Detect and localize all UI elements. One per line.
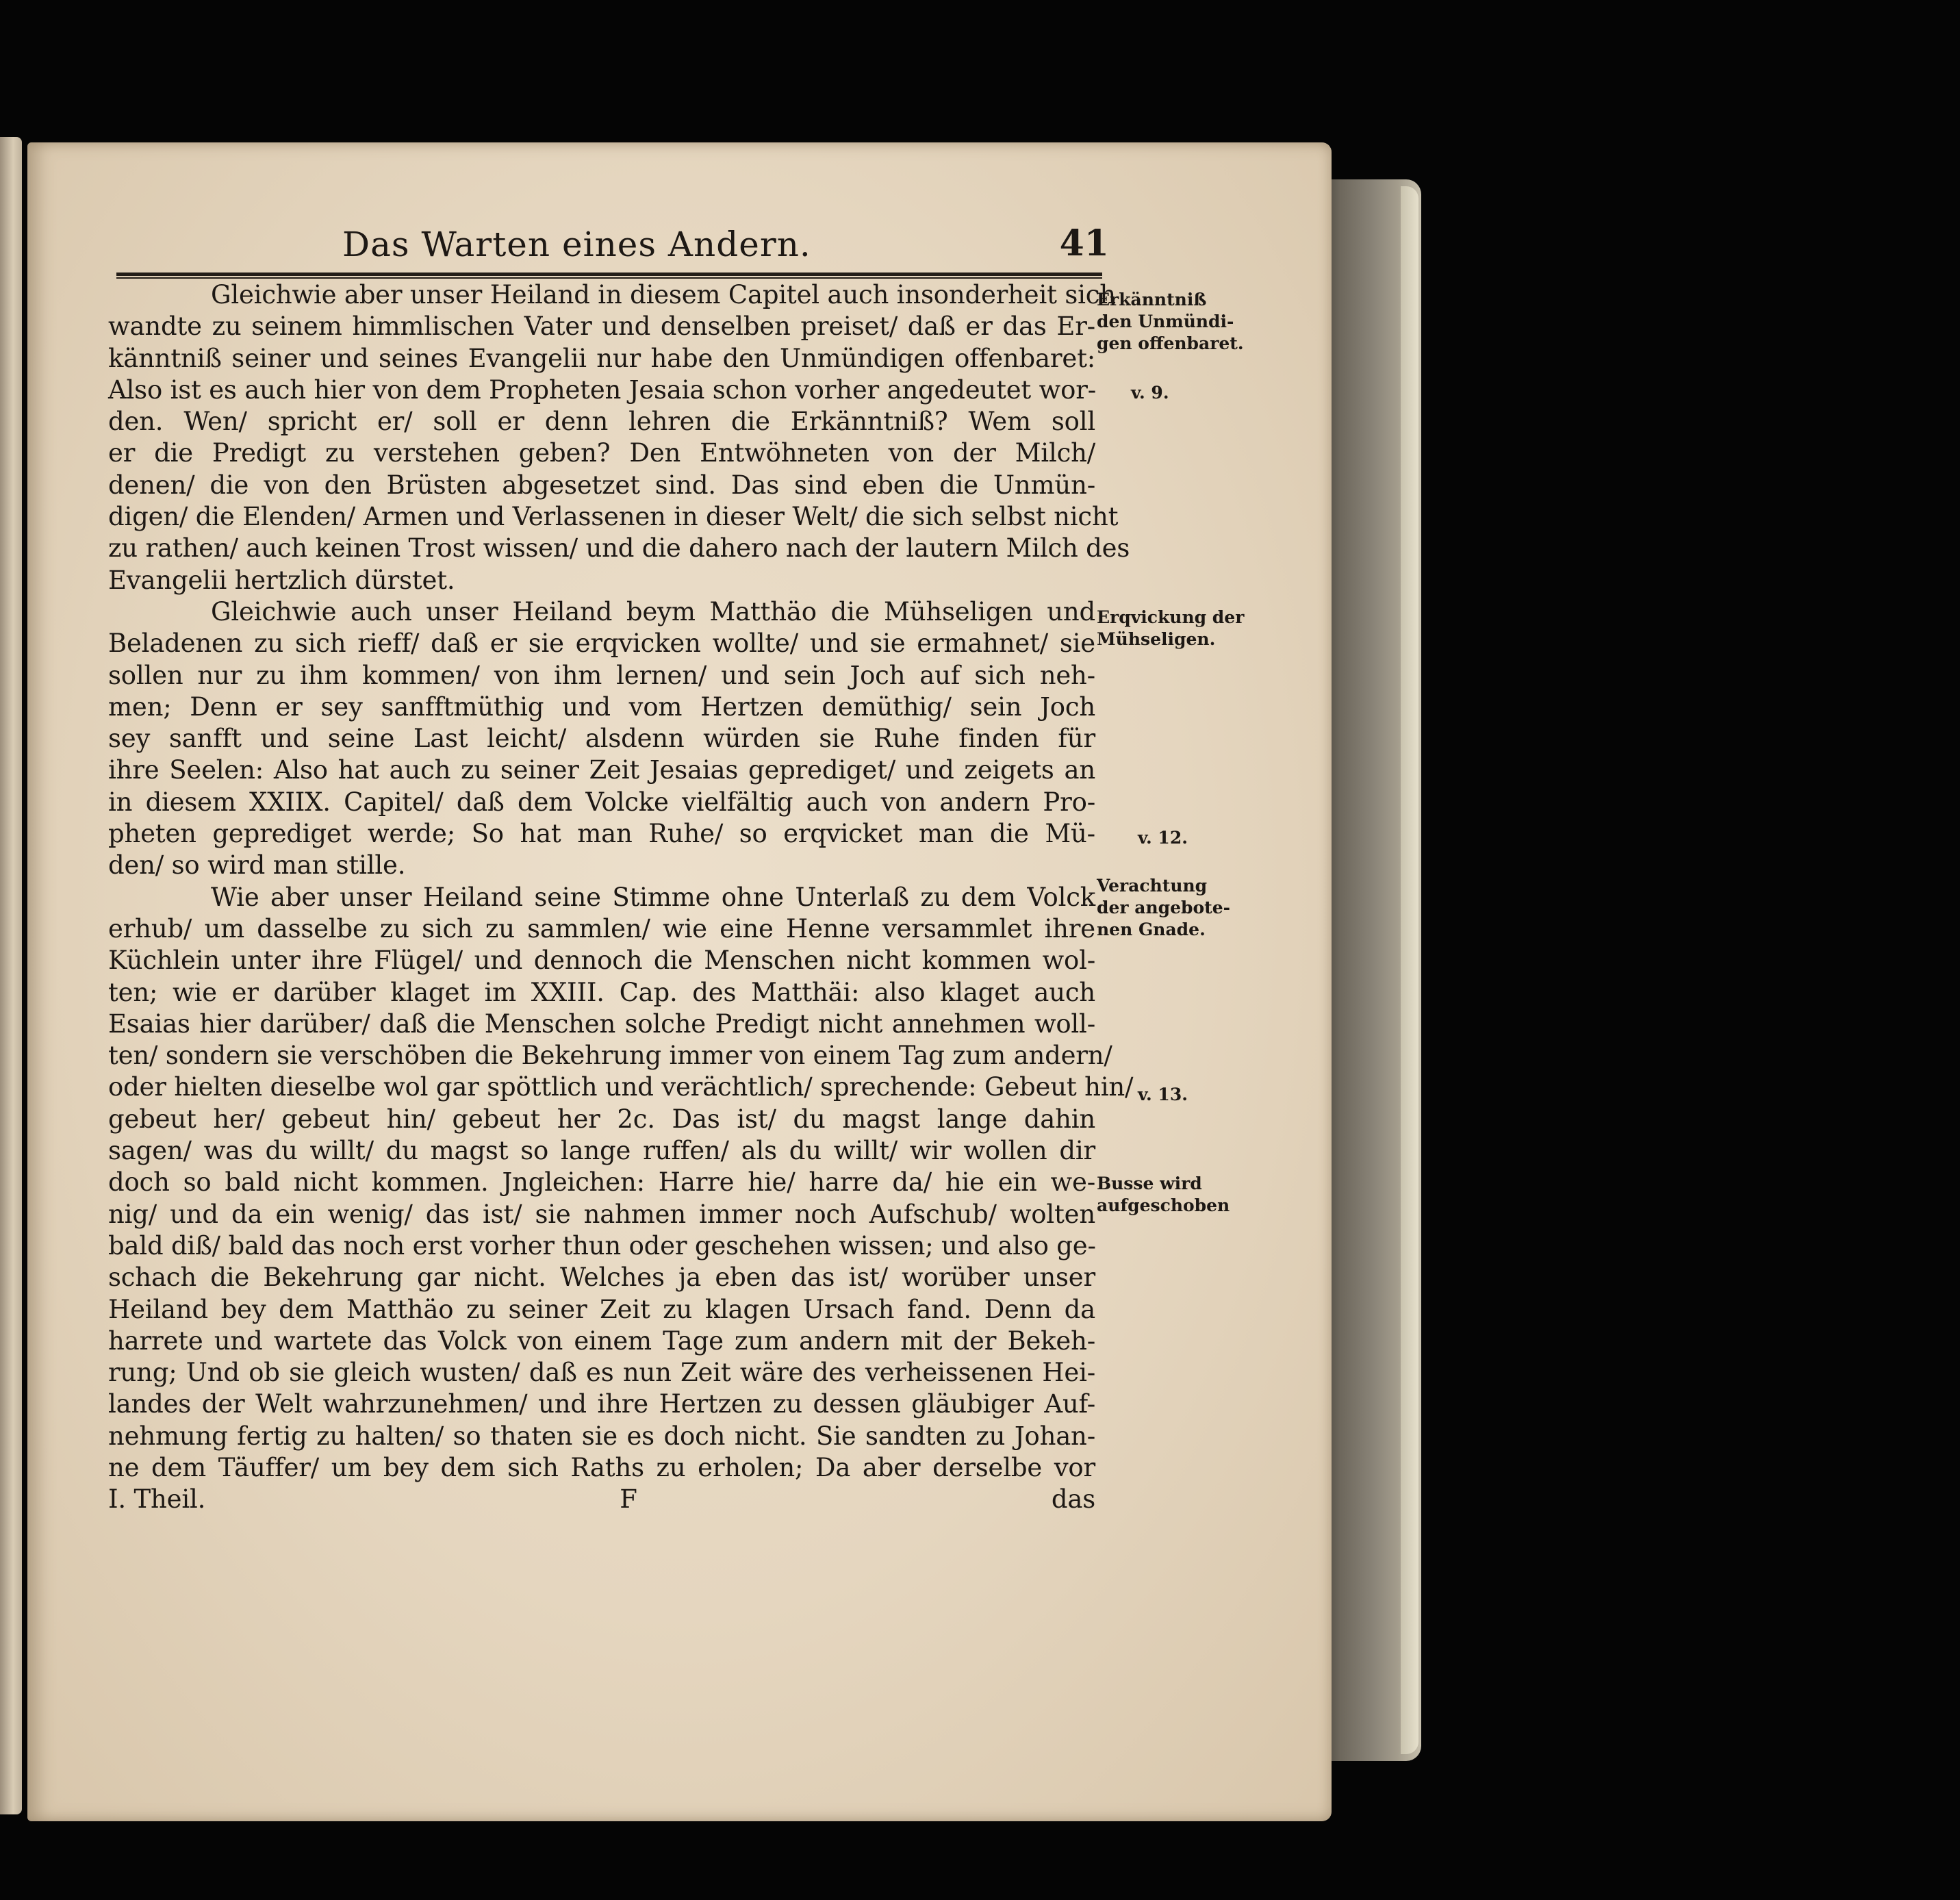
text-line: Also ist es auch hier von dem Propheten Jesaia schon vorher angedeutet wor- (108, 375, 1096, 405)
text-line: erhub/ um dasselbe zu sich zu sammlen/ wie eine Henne versammlet ihre (108, 913, 1095, 943)
header-rule (116, 273, 1102, 276)
text-line: ten; wie er darüber klaget im XXIII. Cap. des Matthäi: also klaget auch (108, 977, 1095, 1007)
text-line: Gleichwie aber unser Heiland in diesem Capitel auch insonderheit sich (211, 280, 1116, 309)
text-line: doch so bald nicht kommen. Jngleichen: Harre hie/ harre da/ hie ein we- (108, 1167, 1095, 1198)
text-line: zu rathen/ auch keinen Trost wissen/ und die dahero nach der lautern Milch des (108, 533, 1130, 563)
margin-note: gen offenbaret. (1097, 333, 1244, 353)
text-line: nehmung fertig zu halten/ so thaten sie es doch nicht. Sie sandten zu Johan- (108, 1421, 1095, 1451)
margin-note: aufgeschoben (1097, 1195, 1230, 1215)
page-footer (108, 1484, 1095, 1515)
margin-note: Verachtung (1097, 876, 1208, 896)
text-line: harrete und wartete das Volck von einem Tage zum andern mit der Bekeh- (108, 1326, 1095, 1356)
text-line: sagen/ was du willt/ du magst so lange ruffen/ als du willt/ wir wollen dir (108, 1136, 1095, 1166)
catchword: das (1051, 1484, 1095, 1515)
body-text (108, 279, 1134, 1516)
text-line: ten/ sondern sie verschöben die Bekehrung immer von einem Tag zum andern/ (108, 1041, 1112, 1071)
margin-verse-ref: v. 13. (1138, 1085, 1188, 1104)
margin-verse-ref: v. 9. (1131, 383, 1169, 403)
margin-note: der angebote- (1097, 898, 1231, 917)
margin-note: den Unmündi- (1097, 312, 1234, 331)
text-line: den. Wen/ spricht er/ soll er denn lehren die Erkänntniß? Wem soll (108, 407, 1095, 437)
text-line: nig/ und da ein wenig/ das ist/ sie nahmen immer noch Aufschub/ wolten (108, 1199, 1095, 1229)
text-line: Beladenen zu sich rieff/ daß er sie erqvicken wollte/ und sie ermahnet/ sie (108, 629, 1095, 659)
text-line: men; Denn er sey sanfftmüthig und vom Hertzen demüthig/ sein Joch (108, 692, 1095, 722)
text-line: Gleichwie auch unser Heiland beym Matthäo die Mühseligen und (211, 596, 1095, 626)
text-line: in diesem XXIIX. Capitel/ daß dem Volcke vielfältig auch von andern Pro- (108, 787, 1095, 817)
text-line: gebeut her/ gebeut hin/ gebeut her 2c. Das ist/ du magst lange dahin (108, 1104, 1095, 1134)
facing-page-edge (0, 137, 22, 1814)
book-page (27, 142, 1332, 1821)
text-line: Wie aber unser Heiland seine Stimme ohne Unterlaß zu dem Volck (211, 882, 1095, 912)
margin-note: Busse wird (1097, 1174, 1202, 1193)
text-line: känntniß seiner und seines Evangelii nur habe den Unmündigen offenbaret: (108, 343, 1095, 373)
text-line: er die Predigt zu verstehen geben? Den Entwöhneten von der Milch/ (108, 438, 1095, 468)
text-line: oder hielten dieselbe wol gar spöttlich und verächtlich/ sprechende: Gebeut hin/ (108, 1072, 1134, 1102)
text-line: rung; Und ob sie gleich wusten/ daß es nun Zeit wäre des verheissenen Hei- (108, 1358, 1095, 1388)
text-line: schach die Bekehrung gar nicht. Welches ja eben das ist/ worüber unser (108, 1263, 1095, 1293)
text-line: landes der Welt wahrzunehmen/ und ihre Hertzen zu dessen gläubiger Auf- (108, 1389, 1095, 1419)
text-line: digen/ die Elenden/ Armen und Verlassenen in dieser Welt/ die sich selbst nicht (108, 502, 1119, 532)
text-line: Heiland bey dem Matthäo zu seiner Zeit zu klagen Ursach fand. Denn da (108, 1294, 1095, 1324)
margin-note: nen Gnade. (1097, 920, 1206, 939)
footer-part: I. Theil. (108, 1484, 206, 1515)
margin-note: Mühseligen. (1097, 629, 1216, 649)
text-line: pheten geprediget werde; So hat man Ruhe/ so erqvicket man die Mü- (108, 819, 1095, 849)
text-line: ne dem Täuffer/ um bey dem sich Raths zu erholen; Da aber derselbe vor (108, 1452, 1095, 1482)
text-line: sollen nur zu ihm kommen/ von ihm lernen/ und sein Joch auf sich neh- (108, 660, 1095, 690)
text-line: Esaias hier darüber/ daß die Menschen solche Predigt nicht annehmen woll- (108, 1009, 1095, 1039)
page-header (342, 216, 1109, 264)
text-line: Evangelii hertzlich dürstet. (108, 565, 455, 595)
signature-mark: F (620, 1484, 637, 1515)
text-line: wandte zu seinem himmlischen Vater und denselben preiset/ daß er das Er- (108, 312, 1095, 342)
running-title: Das Warten eines Andern. (342, 225, 811, 264)
page-number: 41 (1059, 223, 1109, 264)
margin-note: Erqvickung der (1097, 607, 1245, 627)
text-line: bald diß/ bald das noch erst vorher thun oder geschehen wissen; und also ge- (108, 1230, 1096, 1261)
margin-verse-ref: v. 12. (1138, 828, 1188, 848)
text-line: ihre Seelen: Also hat auch zu seiner Zeit Jesaias geprediget/ und zeigets an (108, 755, 1095, 785)
text-line: Küchlein unter ihre Flügel/ und dennoch die Menschen nicht kommen wol- (108, 946, 1095, 976)
text-line: den/ so wird man stille. (108, 850, 406, 881)
margin-note: Erkänntniß (1097, 290, 1207, 309)
text-line: sey sanfft und seine Last leicht/ alsdenn würden sie Ruhe finden für (108, 724, 1095, 754)
text-line: denen/ die von den Brüsten abgesetzet sind. Das sind eben die Unmün- (108, 470, 1095, 500)
